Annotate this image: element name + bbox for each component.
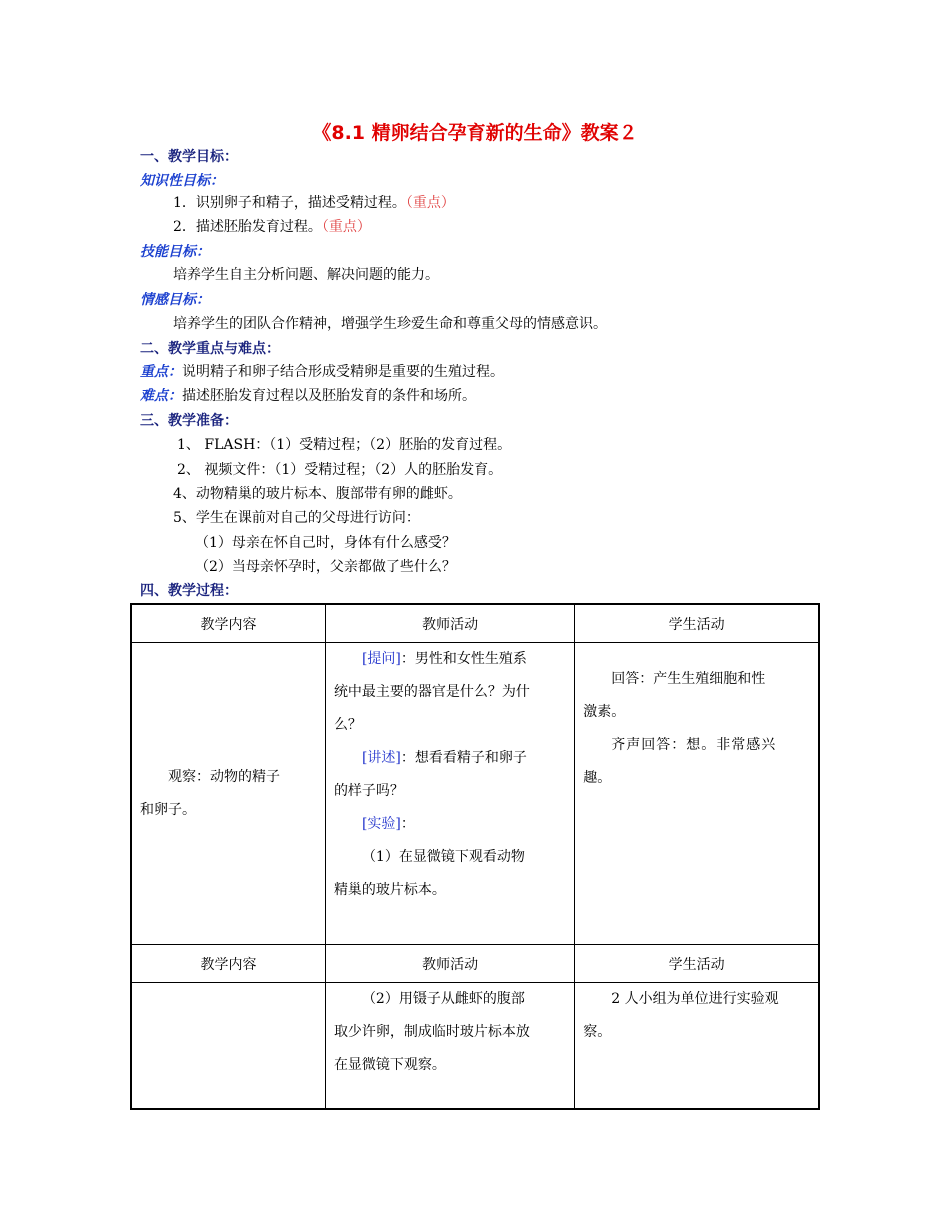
header-content: 教学内容	[131, 945, 325, 983]
emotion-goal-label: 情感目标：	[140, 292, 210, 308]
content-cell	[131, 643, 325, 945]
prep-item-3: 4、动物精巢的玻片标本、腹部带有卵的雌虾。	[173, 486, 462, 502]
teacher-text: ：想看看精子和卵子	[400, 750, 527, 766]
header-student: 学生活动	[575, 945, 819, 983]
content-line: 和卵子。	[140, 801, 196, 818]
teacher-line	[326, 742, 574, 775]
header-content: 教学内容	[131, 604, 325, 643]
teacher-cell	[325, 643, 574, 945]
prep-item-1: 1、 FLASH：（1）受精过程；（2）胚胎的发育过程。	[177, 437, 512, 453]
student-line: 2 人小组为单位进行实验观	[611, 991, 779, 1007]
teaching-process-table	[130, 603, 820, 1110]
knowledge-item-2	[173, 217, 371, 237]
key-point-tag: （重点）	[321, 219, 371, 235]
teacher-line: 么？	[333, 717, 362, 733]
teacher-line: 在显微镜下观察。	[333, 1057, 446, 1073]
teacher-line	[326, 808, 574, 841]
header-teacher: 教师活动	[325, 604, 574, 643]
prep-subitem-2: （2）当母亲怀孕时，父亲都做了些什么？	[195, 559, 456, 575]
student-line: 激素。	[583, 704, 626, 720]
content-cell	[131, 983, 325, 1109]
student-cell	[575, 983, 819, 1109]
experiment-tag: [实验]	[361, 816, 401, 832]
table-row	[131, 983, 819, 1109]
question-tag: [提问]	[361, 651, 401, 667]
section-process-heading: 四、教学过程：	[140, 583, 238, 599]
emotion-goal-text: 培养学生的团队合作精神，增强学生珍爱生命和尊重父母的情感意识。	[173, 316, 607, 332]
knowledge-item-1	[173, 193, 455, 213]
difficulty-line	[140, 386, 476, 406]
document-title: 《8.1 精卵结合孕育新的生命》教案２	[312, 122, 638, 144]
prep-item-4: 5、学生在课前对自己的父母进行访问：	[173, 510, 420, 526]
content-line: 观察：动物的精子	[168, 768, 280, 785]
teacher-cell	[325, 983, 574, 1109]
teacher-line: 统中最主要的器官是什么？为什	[333, 684, 530, 700]
student-line: 趣。	[583, 770, 612, 786]
teacher-text: ：	[400, 816, 415, 832]
student-line: 齐声回答：想。非常感兴	[611, 737, 777, 753]
teacher-line	[326, 643, 574, 676]
knowledge-item-1-text: 1．识别卵子和精子，描述受精过程。	[173, 195, 406, 211]
prep-subitem-1: （1）母亲在怀自己时，身体有什么感受？	[195, 535, 456, 551]
key-point-tag: （重点）	[405, 195, 455, 211]
teacher-line: 精巢的玻片标本。	[333, 882, 446, 898]
key-point-label: 重点：	[140, 364, 182, 380]
teacher-line: （2）用镊子从雌虾的腹部	[361, 991, 525, 1007]
table-header-row	[131, 604, 819, 643]
student-line: 回答：产生生殖细胞和性	[611, 671, 766, 687]
lecture-tag: [讲述]	[361, 750, 401, 766]
table-header-row	[131, 945, 819, 983]
key-point-text: 说明精子和卵子结合形成受精卵是重要的生殖过程。	[182, 364, 504, 380]
difficulty-label: 难点：	[140, 388, 182, 404]
knowledge-goal-label: 知识性目标：	[140, 173, 224, 189]
key-point-line	[140, 362, 504, 382]
teacher-text: ：男性和女性生殖系	[400, 651, 527, 667]
skill-goal-text: 培养学生自主分析问题、解决问题的能力。	[173, 267, 439, 283]
section-objectives-heading: 一、教学目标：	[140, 149, 238, 165]
difficulty-text: 描述胚胎发育过程以及胚胎发育的条件和场所。	[182, 388, 476, 404]
teacher-line: 取少许卵，制成临时玻片标本放	[333, 1024, 530, 1040]
table-row	[131, 643, 819, 945]
student-cell	[575, 643, 819, 945]
header-teacher: 教师活动	[325, 945, 574, 983]
prep-item-2: 2、 视频文件：（1）受精过程；（2）人的胚胎发育。	[177, 462, 503, 478]
teacher-line: 的样子吗？	[333, 783, 404, 799]
teacher-line: （1）在显微镜下观看动物	[361, 849, 525, 865]
student-line: 察。	[583, 1024, 612, 1040]
section-key-points-heading: 二、教学重点与难点：	[140, 341, 280, 357]
knowledge-item-2-text: 2．描述胚胎发育过程。	[173, 219, 322, 235]
header-student: 学生活动	[575, 604, 819, 643]
section-preparation-heading: 三、教学准备：	[140, 413, 238, 429]
skill-goal-label: 技能目标：	[140, 244, 210, 260]
